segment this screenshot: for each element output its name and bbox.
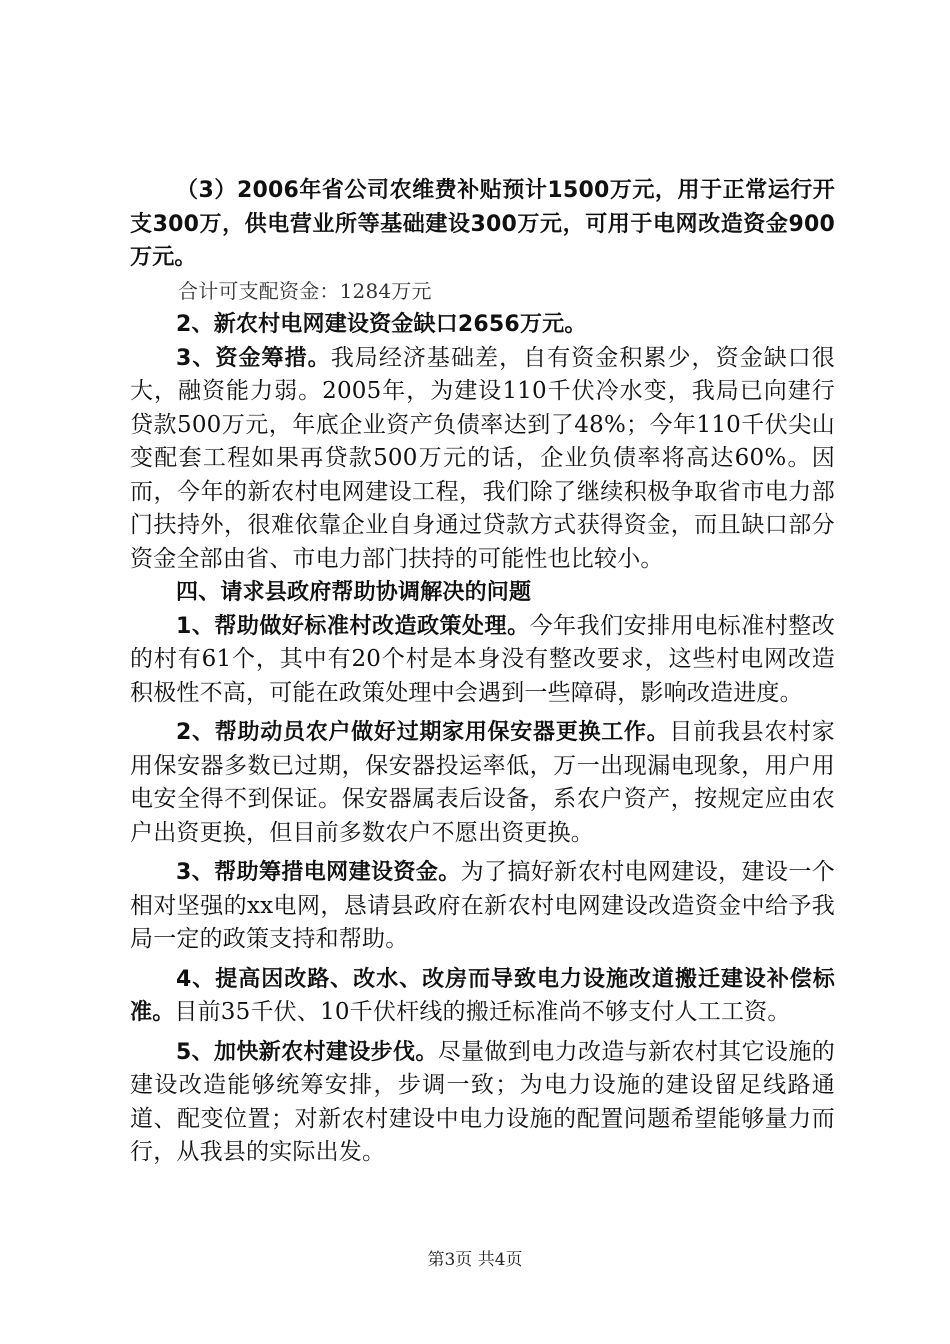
fundraising-body: 我局经济基础差，自有资金积累少，资金缺口很大，融资能力弱。2005年，为建设110千伏冷水变，我局已向建行贷款500万元，年底企业资产负债率达到了48%；今年110千伏尖山变配套工程如果再贷款500万元的话，企业负债率将高达60%。因而，今年的新农村电网建设工程，我们除了继续积极争取省市电力部门扶持外，很难依靠企业自身通过贷款方式获得资金，而且缺口部分资金全部由省、市电力部门扶持的可能性也比较小。	[130, 344, 835, 572]
item1-body: 今年我们安排用电标准村整改的村有61个，其中有20个村是本身没有整改要求，这些村电网改造积极性不高，可能在政策处理中会遇到一些障碍，影响改造进度。	[130, 612, 835, 706]
paragraph-total-funds: 合计可支配资金：1284万元	[178, 278, 432, 303]
item2-lead: 2、帮助动员农户做好过期家用保安器更换工作。	[176, 720, 670, 745]
paragraph-fundraising	[130, 342, 835, 577]
item5-body: 尽量做到电力改造与新农村其它设施的建设改造能够统筹安排，步调一致；为电力设施的建设留足线路通道、配变位置；对新农村建设中电力设施的配置问题希望能够量力而行，从我县的实际出发。	[130, 1038, 835, 1165]
page-footer: 第3页 共4页	[427, 1250, 523, 1270]
item4-body: 目前35千伏、10千伏杆线的搬迁标准尚不够支付人工工资。	[174, 999, 791, 1025]
item4-lead: 4、提高因改路、改水、改房而导致电力设施改道搬迁建设补偿标准。	[130, 966, 835, 1025]
section4-heading: 四、请求县政府帮助协调解决的问题	[176, 580, 532, 605]
fundraising-lead: 3、资金筹措。	[176, 345, 331, 371]
item3-lead: 3、帮助筹措电网建设资金。	[176, 860, 461, 885]
paragraph-item1	[130, 610, 835, 711]
item3-body: 为了搞好新农村电网建设，建设一个相对坚强的xx电网，恳请县政府在新农村电网建设改造资金中给予我局一定的政策支持和帮助。	[130, 859, 835, 952]
paragraph-item5	[130, 1036, 835, 1170]
paragraph-item2	[130, 716, 835, 850]
paragraph-item4	[130, 963, 835, 1030]
item5-lead: 5、加快新农村建设步伐。	[176, 1039, 438, 1065]
document-body	[130, 174, 835, 1170]
paragraph-item3	[130, 856, 835, 957]
paragraph-subsidy: （3）2006年省公司农维费补贴预计1500万元，用于正常运行开支300万，供电营业所等基础建设300万元，可用于电网改造资金900万元。	[130, 178, 835, 270]
item1-lead: 1、帮助做好标准村改造政策处理。	[176, 613, 530, 639]
item2-body: 目前我县农村家用保安器多数已过期，保安器投运率低，万一出现漏电现象，用户用电安全得不到保证。保安器属表后设备，系农户资产，按规定应由农户出资更换，但目前多数农户不愿出资更换。	[130, 719, 835, 846]
paragraph-funding-gap: 2、新农村电网建设资金缺口2656万元。	[176, 312, 587, 337]
